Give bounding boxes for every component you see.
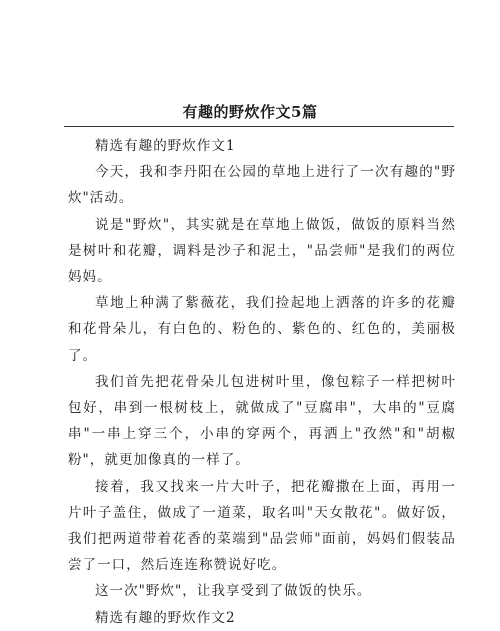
section-heading: 精选有趣的野炊作文1 — [95, 138, 236, 154]
title-divider — [64, 126, 454, 127]
paragraph: 接着，我又找来一片大叶子，把花瓣撒在上面，再用一片叶子盖住，做成了一道菜，取名叫"天女散花"。做好饭，我们把两道带着花香的菜端到"品尝师"面前，妈妈们假装品尝了一口，然后连连称赞说好吃。 — [68, 478, 456, 574]
paragraph: 这一次"野炊"，让我享受到了做饭的快乐。 — [95, 583, 372, 600]
document-body — [68, 133, 456, 631]
paragraph: 说是"野炊"，其实就是在草地上做饭，做饭的原料当然是树叶和花瓣，调料是沙子和泥土，"品尝师"是我们的两位妈妈。 — [68, 216, 456, 286]
paragraph: 我们首先把花骨朵儿包进树叶里，像包粽子一样把树叶包好，串到一根树枝上，就做成了"豆腐串"，大串的"豆腐串"一串上穿三个，小串的穿两个，再洒上"孜然"和"胡椒粉"，就更加像真的一样了。 — [68, 373, 456, 469]
section-heading: 精选有趣的野炊作文2 — [95, 609, 236, 626]
document-title: 有趣的野炊作文5篇 — [182, 103, 318, 121]
paragraph: 今天，我和李丹阳在公园的草地上进行了一次有趣的"野炊"活动。 — [68, 164, 456, 207]
paragraph: 草地上种满了紫薇花，我们捡起地上洒落的许多的花瓣和花骨朵儿，有白色的、粉色的、紫色的、红色的，美丽极了。 — [68, 295, 456, 364]
